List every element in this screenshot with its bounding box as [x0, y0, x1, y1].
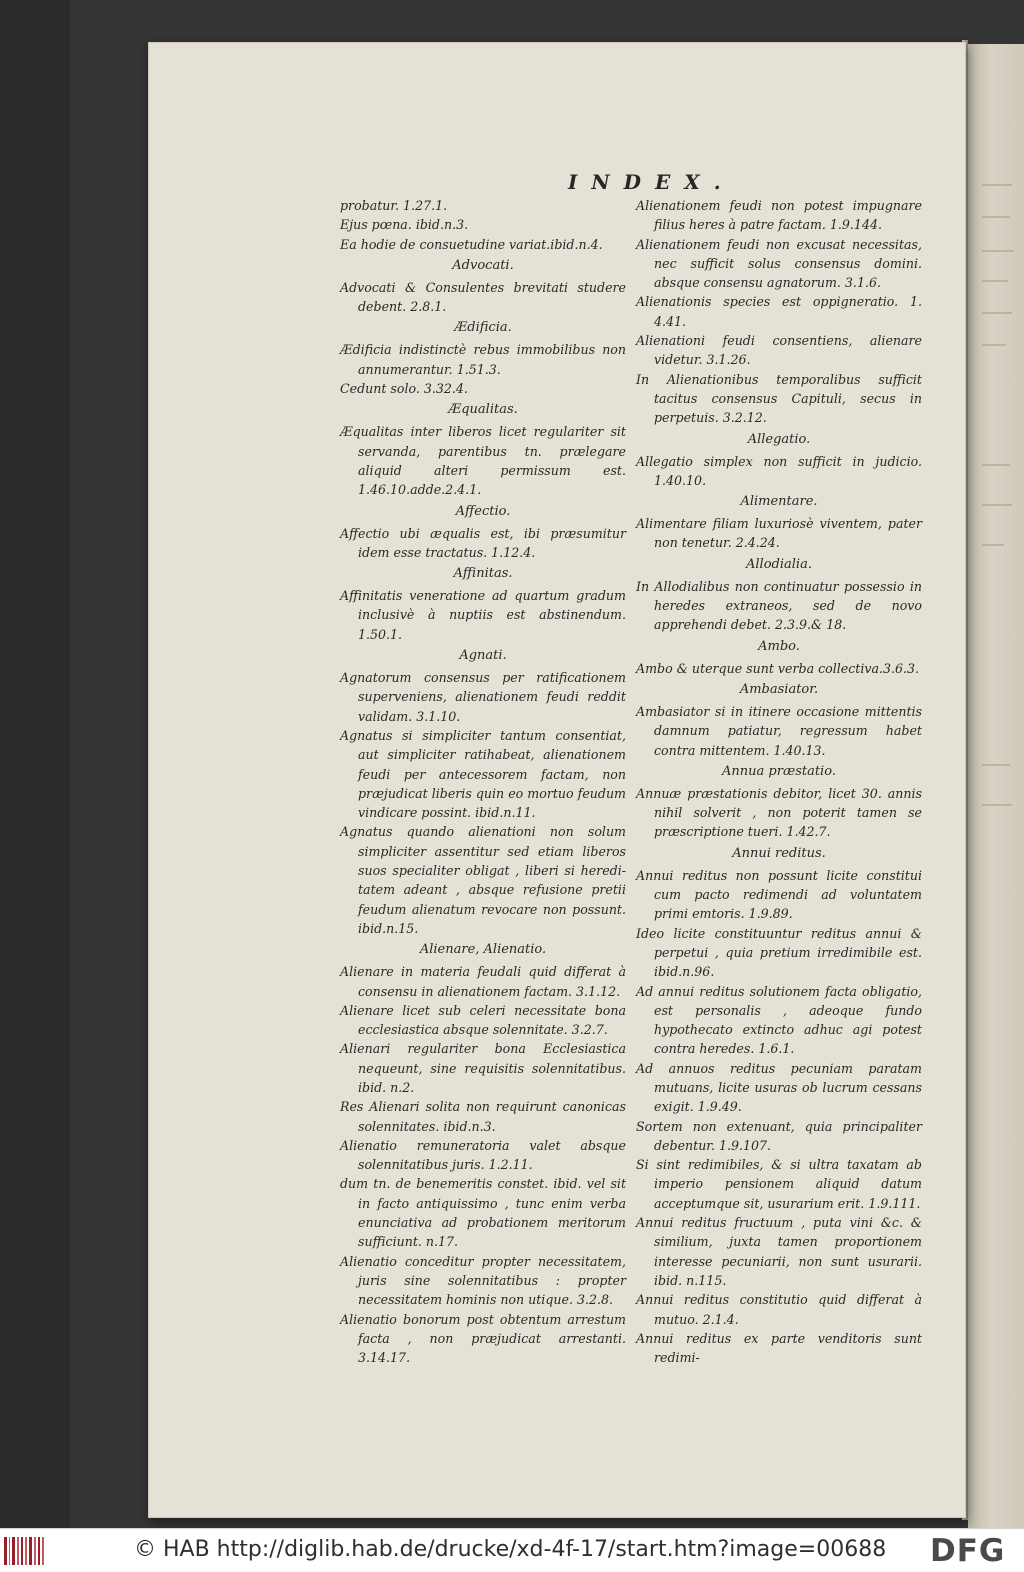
index-entry: In Allodialibus non continuatur possessio in heredes extraneos, sed de novo apprehendi debet. 2.3.9.& 18. — [636, 578, 922, 633]
index-heading: Æqualitas. — [448, 402, 518, 418]
index-entry: probatur. 1.27.1. — [340, 198, 448, 213]
index-entry: Agnatus quando alienationi non solum simpliciter assentitur sed etiam liberos suos specialiter obligat , liberi si heredi- tatem adeant , absque refusione pretii feudum alienatum revocare non possunt. ibid.n.15. — [340, 824, 626, 936]
binding-gutter — [0, 0, 70, 1528]
index-entry: Res Alienari solita non requirunt canonicas solennitates. ibid.n.3. — [340, 1099, 626, 1134]
index-entry: Ambasiator si in itinere occasione mittentis damnum patiatur, regressum habet contra mittentem. 1.40.13. — [636, 703, 922, 758]
index-entry: Alienationis species est oppigneratio. 1. 4.41. — [636, 294, 922, 329]
index-entry: Alienatio bonorum post obtentum arrestum facta , non præjudicat arrestanti. 3.14.17. — [340, 1311, 626, 1366]
index-entry: Si sint redimibiles, & si ultra taxatam ab imperio pensionem aliquid datum acceptumque sit, usurarium erit. 1.9.111. — [636, 1157, 922, 1211]
left-column — [340, 196, 626, 1367]
index-entry: Ambo & uterque sunt verba collectiva.3.6.3. — [636, 660, 920, 676]
index-entry: Advocati & Consulentes brevitati studere debent. 2.8.1. — [340, 279, 626, 315]
index-entry: Alienare licet sub celeri necessitate bona ecclesiastica absque solennitate. 3.2.7. — [340, 1002, 626, 1038]
index-entry: Alienatio remuneratoria valet absque solennitatibus juris. 1.2.11. — [340, 1137, 626, 1173]
index-heading: Affinitas. — [453, 566, 513, 582]
index-entry: Ædificia indistinctè rebus immobilibus non annumerantur. 1.51.3. — [340, 342, 626, 377]
index-entry: Agnatus si simpliciter tantum consentiat, aut simpliciter ratihabeat, alienationem feudi per antecessorem factam, non præjudicat liberis quin eo mortuo feudum vindicare possint. ibid.n.11. — [340, 727, 626, 821]
dfg-logo: DFG — [930, 1533, 1006, 1569]
index-entry: Annui reditus fructuum , puta vini &c. & similium, juxta tamen proportionem interesse pecuniarii, non sunt usurarii. ibid. n.115. — [636, 1215, 922, 1288]
index-entry: Alienare in materia feudali quid differat à consensu in alienationem factam. 3.1.12. — [340, 964, 626, 999]
index-entry: Annuæ præstationis debitor, licet 30. annis nihil solverit , non poterit tamen se præscriptione tueri. 1.42.7. — [636, 785, 922, 840]
copyright-url[interactable]: © HAB http://diglib.hab.de/drucke/xd-4f-17/start.htm?image=00688 — [134, 1537, 887, 1562]
index-entry: Alienationem feudi non excusat necessitas, nec sufficit solus consensus domini. absque consensu agnatorum. 3.1.6. — [636, 236, 922, 291]
index-heading: Agnati. — [459, 648, 507, 664]
index-heading: Annua præstatio. — [722, 763, 836, 779]
index-heading: Annui reditus. — [732, 845, 826, 861]
index-entry: Annui reditus ex parte venditoris sunt redimi- — [636, 1330, 922, 1366]
index-entry: Alienationi feudi consentiens, alienare videtur. 3.1.26. — [636, 333, 922, 368]
index-entry: Alienationem feudi non potest impugnare filius heres à patre factam. 1.9.144. — [636, 198, 922, 233]
right-column — [636, 196, 922, 1367]
index-entry: Cedunt solo. 3.32.4. — [340, 381, 468, 397]
index-entry: Ea hodie de consuetudine variat.ibid.n.4. — [340, 236, 603, 252]
index-entry: Affectio ubi æqualis est, ibi præsumitur idem esse tractatus. 1.12.4. — [340, 525, 626, 560]
index-heading: Advocati. — [452, 257, 514, 273]
viewer-footer — [0, 1528, 1024, 1572]
adjacent-page-edge — [968, 44, 1024, 1528]
index-heading: Affectio. — [455, 503, 511, 519]
index-heading: Alimentare. — [740, 494, 818, 510]
index-heading: Allodialia. — [746, 556, 812, 572]
index-entry: dum tn. de benemeritis constet. ibid. vel sit in facto antiquissimo , tunc enim verba enunciativa ad probationem meritorum sufficiunt. n.17. — [340, 1176, 626, 1250]
index-entry: In Alienationibus temporalibus sufficit tacitus consensus Capituli, secus in perpetuis. 3.2.12. — [636, 371, 922, 426]
index-heading: Alienare, Alienatio. — [419, 942, 547, 958]
index-entry: Ad annuos reditus pecuniam paratam mutuans, licite usuras ob lucrum cessans exigit. 1.9.49. — [636, 1060, 922, 1115]
index-entry: Ejus pœna. ibid.n.3. — [340, 217, 469, 233]
index-entry: Annui reditus constitutio quid differat à mutuo. 2.1.4. — [636, 1292, 922, 1327]
page-header: INDEX. — [568, 170, 735, 194]
index-entry: Annui reditus non possunt licite constitui cum pacto redimendi ad voluntatem primi emtoris. 1.9.89. — [636, 867, 922, 922]
index-heading: Ambasiator. — [739, 681, 819, 697]
index-entry: Agnatorum consensus per ratificationem superveniens, alienationem feudi reddit validam. 3.1.10. — [340, 670, 626, 724]
index-entry: Allegatio simplex non sufficit in judicio. 1.40.10. — [636, 453, 922, 488]
index-heading: Ambo. — [758, 638, 800, 654]
index-entry: Æqualitas inter liberos licet regulariter sit servanda, parentibus tn. prælegare aliquid alteri permissum est. 1.46.10.adde.2.4.1. — [340, 424, 626, 498]
index-heading: Allegatio. — [747, 431, 811, 447]
index-entry: Alienari regulariter bona Ecclesiastica nequeunt, sine requisitis solennitatibus. ibid. n.2. — [340, 1041, 626, 1095]
index-entry: Alienatio conceditur propter necessitatem, juris sine solennitatibus : propter necessitatem hominis non utique. 3.2.8. — [340, 1253, 626, 1308]
index-entry: Sortem non extenuant, quia principaliter debentur. 1.9.107. — [636, 1118, 922, 1153]
hab-logo-icon — [4, 1537, 44, 1565]
index-entry: Affinitatis veneratione ad quartum gradum inclusivè à nuptiis est abstinendum. 1.50.1. — [340, 588, 626, 642]
index-heading: Ædificia. — [454, 320, 512, 336]
index-entry: Alimentare filiam luxuriosè viventem, pater non tenetur. 2.4.24. — [636, 516, 922, 551]
index-entry: Ad annui reditus solutionem facta obligatio, est personalis , adeoque fundo hypothecato extincto adhuc agi potest contra heredes. 1.6.1. — [636, 983, 922, 1057]
index-entry: Ideo licite constituuntur reditus annui & perpetui , quia pretium irredimibile est. ibid.n.96. — [636, 925, 922, 980]
